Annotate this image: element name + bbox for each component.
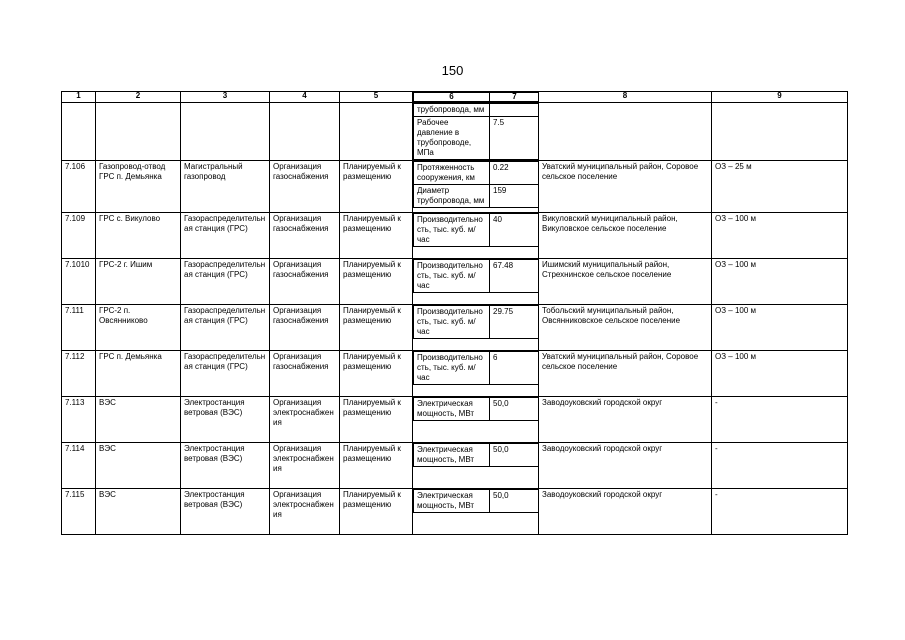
- row-number: 7.111: [62, 305, 96, 351]
- param-value: 6: [490, 352, 539, 385]
- table-row: [62, 259, 848, 305]
- param-value: 50,0: [490, 444, 539, 467]
- object-status: Планируемый к размещению: [340, 161, 413, 213]
- params-cell: [413, 213, 539, 259]
- object-type: Магистральный газопровод: [181, 161, 270, 213]
- param-name: Производительность, тыс. куб. м/час: [414, 352, 490, 385]
- header-cell: 3: [181, 92, 270, 103]
- object-type: Электростанция ветровая (ВЭС): [181, 397, 270, 443]
- table-row: [62, 351, 848, 397]
- row-number: 7.113: [62, 397, 96, 443]
- table-row: [62, 305, 848, 351]
- page-number: 150: [441, 63, 464, 78]
- object-status: Планируемый к размещению: [340, 259, 413, 305]
- param-value: 7.5: [490, 117, 539, 160]
- protection-zone: -: [712, 397, 848, 443]
- param-value: 0.22: [490, 162, 539, 185]
- header-cell: 7: [490, 93, 539, 102]
- row-number: 7.114: [62, 443, 96, 489]
- protection-zone: ОЗ – 25 м: [712, 161, 848, 213]
- object-status: Планируемый к размещению: [340, 489, 413, 535]
- table-row: [62, 397, 848, 443]
- table-row: [62, 489, 848, 535]
- location: Заводоуковский городской округ: [539, 489, 712, 535]
- table-row-continuation: [62, 103, 848, 161]
- object-type: Газораспределительная станция (ГРС): [181, 259, 270, 305]
- object-purpose: Организация газоснабжения: [270, 351, 340, 397]
- table-row: [62, 213, 848, 259]
- header-cell: 8: [539, 92, 712, 103]
- object-purpose: Организация электроснабжения: [270, 397, 340, 443]
- header-cell: 4: [270, 92, 340, 103]
- object-purpose: Организация электроснабжения: [270, 443, 340, 489]
- header-row: [62, 92, 848, 103]
- object-type: Газораспределительная станция (ГРС): [181, 213, 270, 259]
- param-value: 50,0: [490, 490, 539, 513]
- row-number: 7.106: [62, 161, 96, 213]
- params-cell: [413, 103, 539, 161]
- param-name: Производительность, тыс. куб. м/час: [414, 306, 490, 339]
- params-cell: [413, 259, 539, 305]
- object-name: ГРС-2 п. Овсянниково: [96, 305, 181, 351]
- param-name: Рабочее давление в трубопроводе, МПа: [414, 117, 490, 160]
- params-cell: [413, 351, 539, 397]
- object-type: Газораспределительная станция (ГРС): [181, 351, 270, 397]
- object-name: ГРС с. Викулово: [96, 213, 181, 259]
- param-value: 40: [490, 214, 539, 247]
- location: Заводоуковский городской округ: [539, 397, 712, 443]
- param-name: Диаметр трубопровода, мм: [414, 185, 490, 208]
- param-name: Электрическая мощность, МВт: [414, 444, 490, 467]
- object-status: Планируемый к размещению: [340, 213, 413, 259]
- object-status: Планируемый к размещению: [340, 397, 413, 443]
- table-row: [62, 443, 848, 489]
- protection-zone: -: [712, 443, 848, 489]
- protection-zone: ОЗ – 100 м: [712, 213, 848, 259]
- params-cell: [413, 489, 539, 535]
- protection-zone: ОЗ – 100 м: [712, 351, 848, 397]
- param-value: [490, 104, 539, 117]
- param-value: 29.75: [490, 306, 539, 339]
- location: Ишимский муниципальный район, Стрехнинское сельское поселение: [539, 259, 712, 305]
- object-purpose: Организация газоснабжения: [270, 161, 340, 213]
- row-number: 7.109: [62, 213, 96, 259]
- object-name: ГРС-2 г. Ишим: [96, 259, 181, 305]
- object-status: Планируемый к размещению: [340, 351, 413, 397]
- object-type: Газораспределительная станция (ГРС): [181, 305, 270, 351]
- object-name: ВЭС: [96, 489, 181, 535]
- protection-zone: ОЗ – 100 м: [712, 259, 848, 305]
- object-type: Электростанция ветровая (ВЭС): [181, 443, 270, 489]
- param-name: Электрическая мощность, МВт: [414, 490, 490, 513]
- object-name: ВЭС: [96, 443, 181, 489]
- location: Тобольский муниципальный район, Овсянниковское сельское поселение: [539, 305, 712, 351]
- params-cell: [413, 443, 539, 489]
- header-cell: 2: [96, 92, 181, 103]
- location: Викуловский муниципальный район, Викуловское сельское поселение: [539, 213, 712, 259]
- object-status: Планируемый к размещению: [340, 305, 413, 351]
- location: Уватский муниципальный район, Соровое сельское поселение: [539, 351, 712, 397]
- row-number: 7.112: [62, 351, 96, 397]
- header-cell: 5: [340, 92, 413, 103]
- header-cell: 6: [414, 93, 490, 102]
- param-name: Производительность, тыс. куб. м/час: [414, 214, 490, 247]
- param-name: Электрическая мощность, МВт: [414, 398, 490, 421]
- row-number: 7.115: [62, 489, 96, 535]
- param-value: 50,0: [490, 398, 539, 421]
- table-row: [62, 161, 848, 213]
- header-cell: 1: [62, 92, 96, 103]
- param-name: Протяженность сооружения, км: [414, 162, 490, 185]
- row-number: 7.1010: [62, 259, 96, 305]
- protection-zone: -: [712, 489, 848, 535]
- location: Уватский муниципальный район, Соровое сельское поселение: [539, 161, 712, 213]
- object-name: Газопровод-отвод ГРС п. Демьянка: [96, 161, 181, 213]
- params-cell: [413, 305, 539, 351]
- header-cell: [413, 92, 539, 103]
- object-status: Планируемый к размещению: [340, 443, 413, 489]
- object-type: Электростанция ветровая (ВЭС): [181, 489, 270, 535]
- objects-table: [61, 91, 848, 535]
- param-value: 67.48: [490, 260, 539, 293]
- protection-zone: ОЗ – 100 м: [712, 305, 848, 351]
- params-cell: [413, 161, 539, 213]
- param-value: 159: [490, 185, 539, 208]
- object-purpose: Организация газоснабжения: [270, 259, 340, 305]
- object-name: ГРС п. Демьянка: [96, 351, 181, 397]
- header-cell: 9: [712, 92, 848, 103]
- param-name: Производительность, тыс. куб. м/час: [414, 260, 490, 293]
- object-name: ВЭС: [96, 397, 181, 443]
- location: Заводоуковский городской округ: [539, 443, 712, 489]
- params-cell: [413, 397, 539, 443]
- object-purpose: Организация электроснабжения: [270, 489, 340, 535]
- object-purpose: Организация газоснабжения: [270, 305, 340, 351]
- object-purpose: Организация газоснабжения: [270, 213, 340, 259]
- param-name: трубопровода, мм: [414, 104, 490, 117]
